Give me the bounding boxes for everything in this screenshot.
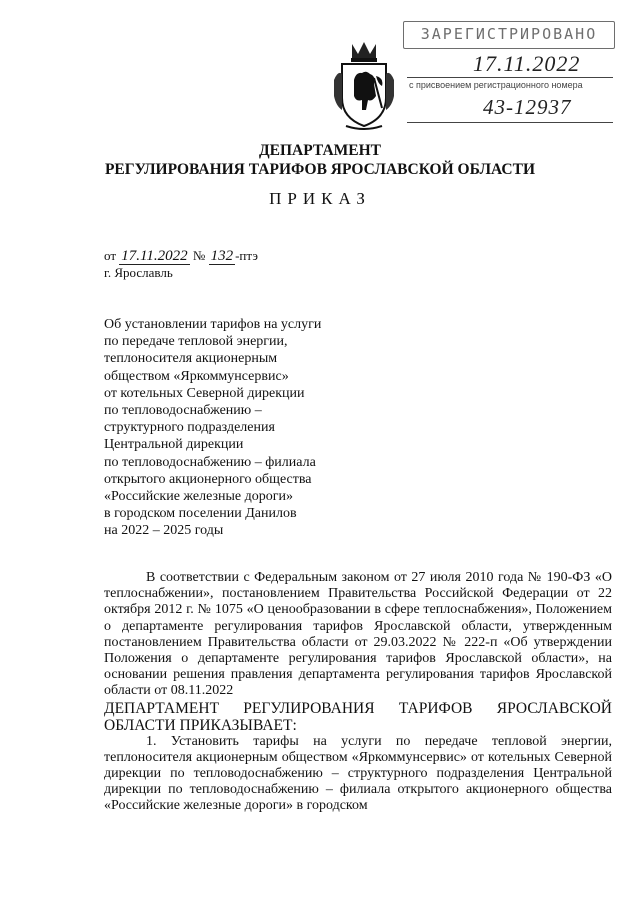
subject-line: «Российские железные дороги»: [104, 489, 293, 505]
order-number-suffix: -птэ: [235, 248, 258, 263]
subject-line: Об установлении тарифов на услуги: [104, 317, 322, 332]
stamp-note: с присвоением регистрационного номера: [409, 80, 583, 90]
coat-of-arms-emblem: [332, 40, 396, 132]
subject-line: Центральной дирекции: [104, 437, 244, 453]
number-label: №: [192, 248, 206, 263]
document-type-title: ПРИКАЗ: [269, 189, 371, 208]
item-1-paragraph: 1. Установить тарифы на услуги по передаче тепловой энергии, теплоносителя акционерным обществом «Яркоммунсервис» от котельных Северной дирекции по тепловодоснабжению – структурного подразделения Центральной дирекции по тепловодоснабжению – филиала открытого акционерного общества «Российские железные дороги» в городском: [104, 733, 612, 814]
subject-line: в городском поселении Данилов: [104, 506, 297, 522]
stamp-date: 17.11.2022: [473, 51, 581, 76]
registration-stamp: [403, 21, 617, 127]
order-date: 17.11.2022: [121, 248, 188, 264]
department-title-line1: ДЕПАРТАМЕНТ: [258, 142, 382, 159]
order-body: [104, 570, 612, 815]
preamble-paragraph: В соответствии с Федеральным законом от 27 июля 2010 года № 190-ФЗ «О теплоснабжении», постановлением Правительства Российской Федерации от 22 октября 2012 г. № 1075 «О ценообразовании в сфере теплоснабжения», Положением о департаменте регулирования тарифов Ярославской области, утвержденным постановлением Правительства области от 29.03.2022 № 222-п «Об утверждении Положения о департаменте регулирования тарифов Ярославской области», на основании решения правления департамента регулирования тарифов Ярославской области от 08.11.2022: [104, 570, 612, 699]
subject-line: по тепловодоснабжению –: [104, 403, 262, 419]
order-number: 132: [210, 248, 234, 264]
order-city: г. Ярославль: [104, 265, 173, 280]
stamp-label: ЗАРЕГИСТРИРОВАНО: [403, 21, 615, 49]
subject-line: на 2022 – 2025 годы: [104, 523, 224, 539]
order-subject: [104, 316, 404, 540]
subject-line: по тепловодоснабжению – филиала: [104, 454, 316, 470]
stamp-divider: [407, 77, 613, 78]
department-title-line2: РЕГУЛИРОВАНИЯ ТАРИФОВ ЯРОСЛАВСКОЙ ОБЛАСТИ: [104, 161, 536, 178]
subject-line: от котельных Северной дирекции: [104, 385, 305, 401]
subject-line: обществом «Яркоммунсервис»: [104, 368, 289, 384]
subject-line: по передаче тепловой энергии,: [104, 334, 288, 350]
order-date-number-line: [104, 248, 258, 265]
subject-line: структурного подразделения: [104, 420, 275, 436]
subject-line: открытого акционерного общества: [104, 471, 312, 487]
stamp-divider-bottom: [407, 122, 613, 123]
directive-heading-line2: ОБЛАСТИ ПРИКАЗЫВАЕТ:: [104, 716, 297, 734]
subject-line: теплоносителя акционерным: [104, 351, 278, 367]
from-label: от: [104, 248, 117, 263]
stamp-reg-number: 43-12937: [483, 95, 572, 119]
directive-heading-line1: ДЕПАРТАМЕНТ РЕГУЛИРОВАНИЯ ТАРИФОВ ЯРОСЛАВСКОЙ: [104, 699, 612, 717]
